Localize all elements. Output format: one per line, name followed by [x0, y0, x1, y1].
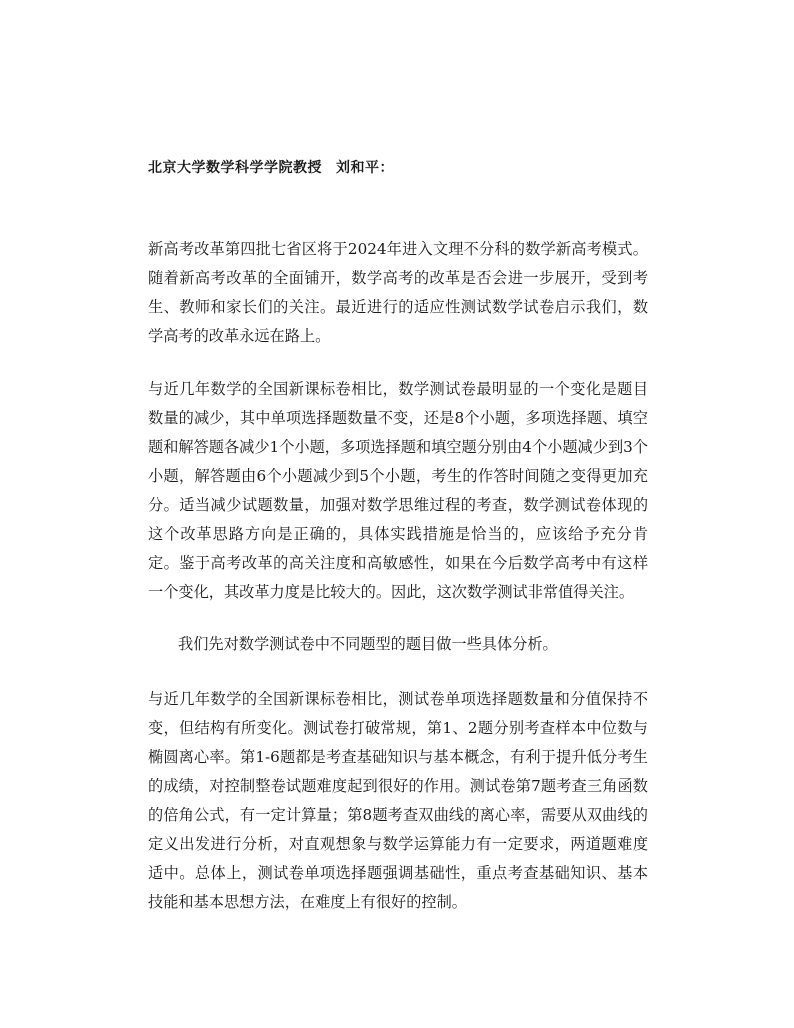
paragraph-changes: 与近几年数学的全国新课标卷相比，数学测试卷最明显的一个变化是题目数量的减少，其中单项选择题数量不变，还是8个小题，多项选择题、填空题和解答题各减少1个小题，多项选择题和填空题分别由4个小题减少到3个小题，解答题由6个小题减少到5个小题，考生的作答时间随之变得更加充分。适当减少试题数量，加强对数学思维过程的考查，数学测试卷体现的这个改革思路方向是正确的，具体实践措施是恰当的，应该给予充分肯定。鉴于高考改革的高关注度和高敏感性，如果在今后数学高考中有这样一个变化，其改革力度是比较大的。因此，这次数学测试非常值得关注。 — [148, 380, 648, 601]
author-title: 北京大学数学科学学院教授 — [148, 160, 322, 176]
author-name: 刘和平： — [336, 160, 394, 176]
paragraph-intro: 新高考改革第四批七省区将于2024年进入文理不分科的数学新高考模式。随着新高考改革的全面铺开，数学高考的改革是否会进一步展开，受到考生、教师和家长们的关注。最近进行的适应性测试数学试卷启示我们，数学高考的改革永远在路上。 — [148, 240, 648, 345]
author-heading — [148, 157, 394, 177]
paragraph-transition: 我们先对数学测试卷中不同题型的题目做一些具体分析。 — [178, 635, 558, 653]
paragraph-single-choice: 与近几年数学的全国新课标卷相比，测试卷单项选择题数量和分值保持不变，但结构有所变化。测试卷打破常规，第1、2题分别考查样本中位数与椭圆离心率。第1-6题都是考查基础知识与基本概念，有利于提升低分考生的成绩，对控制整卷试题难度起到很好的作用。测试卷第7题考查三角函数的倍角公式，有一定计算量；第8题考查双曲线的离心率，需要从双曲线的定义出发进行分析，对直观想象与数学运算能力有一定要求，两道题难度适中。总体上，测试卷单项选择题强调基础性，重点考查基础知识、基本技能和基本思想方法，在难度上有很好的控制。 — [148, 690, 648, 911]
